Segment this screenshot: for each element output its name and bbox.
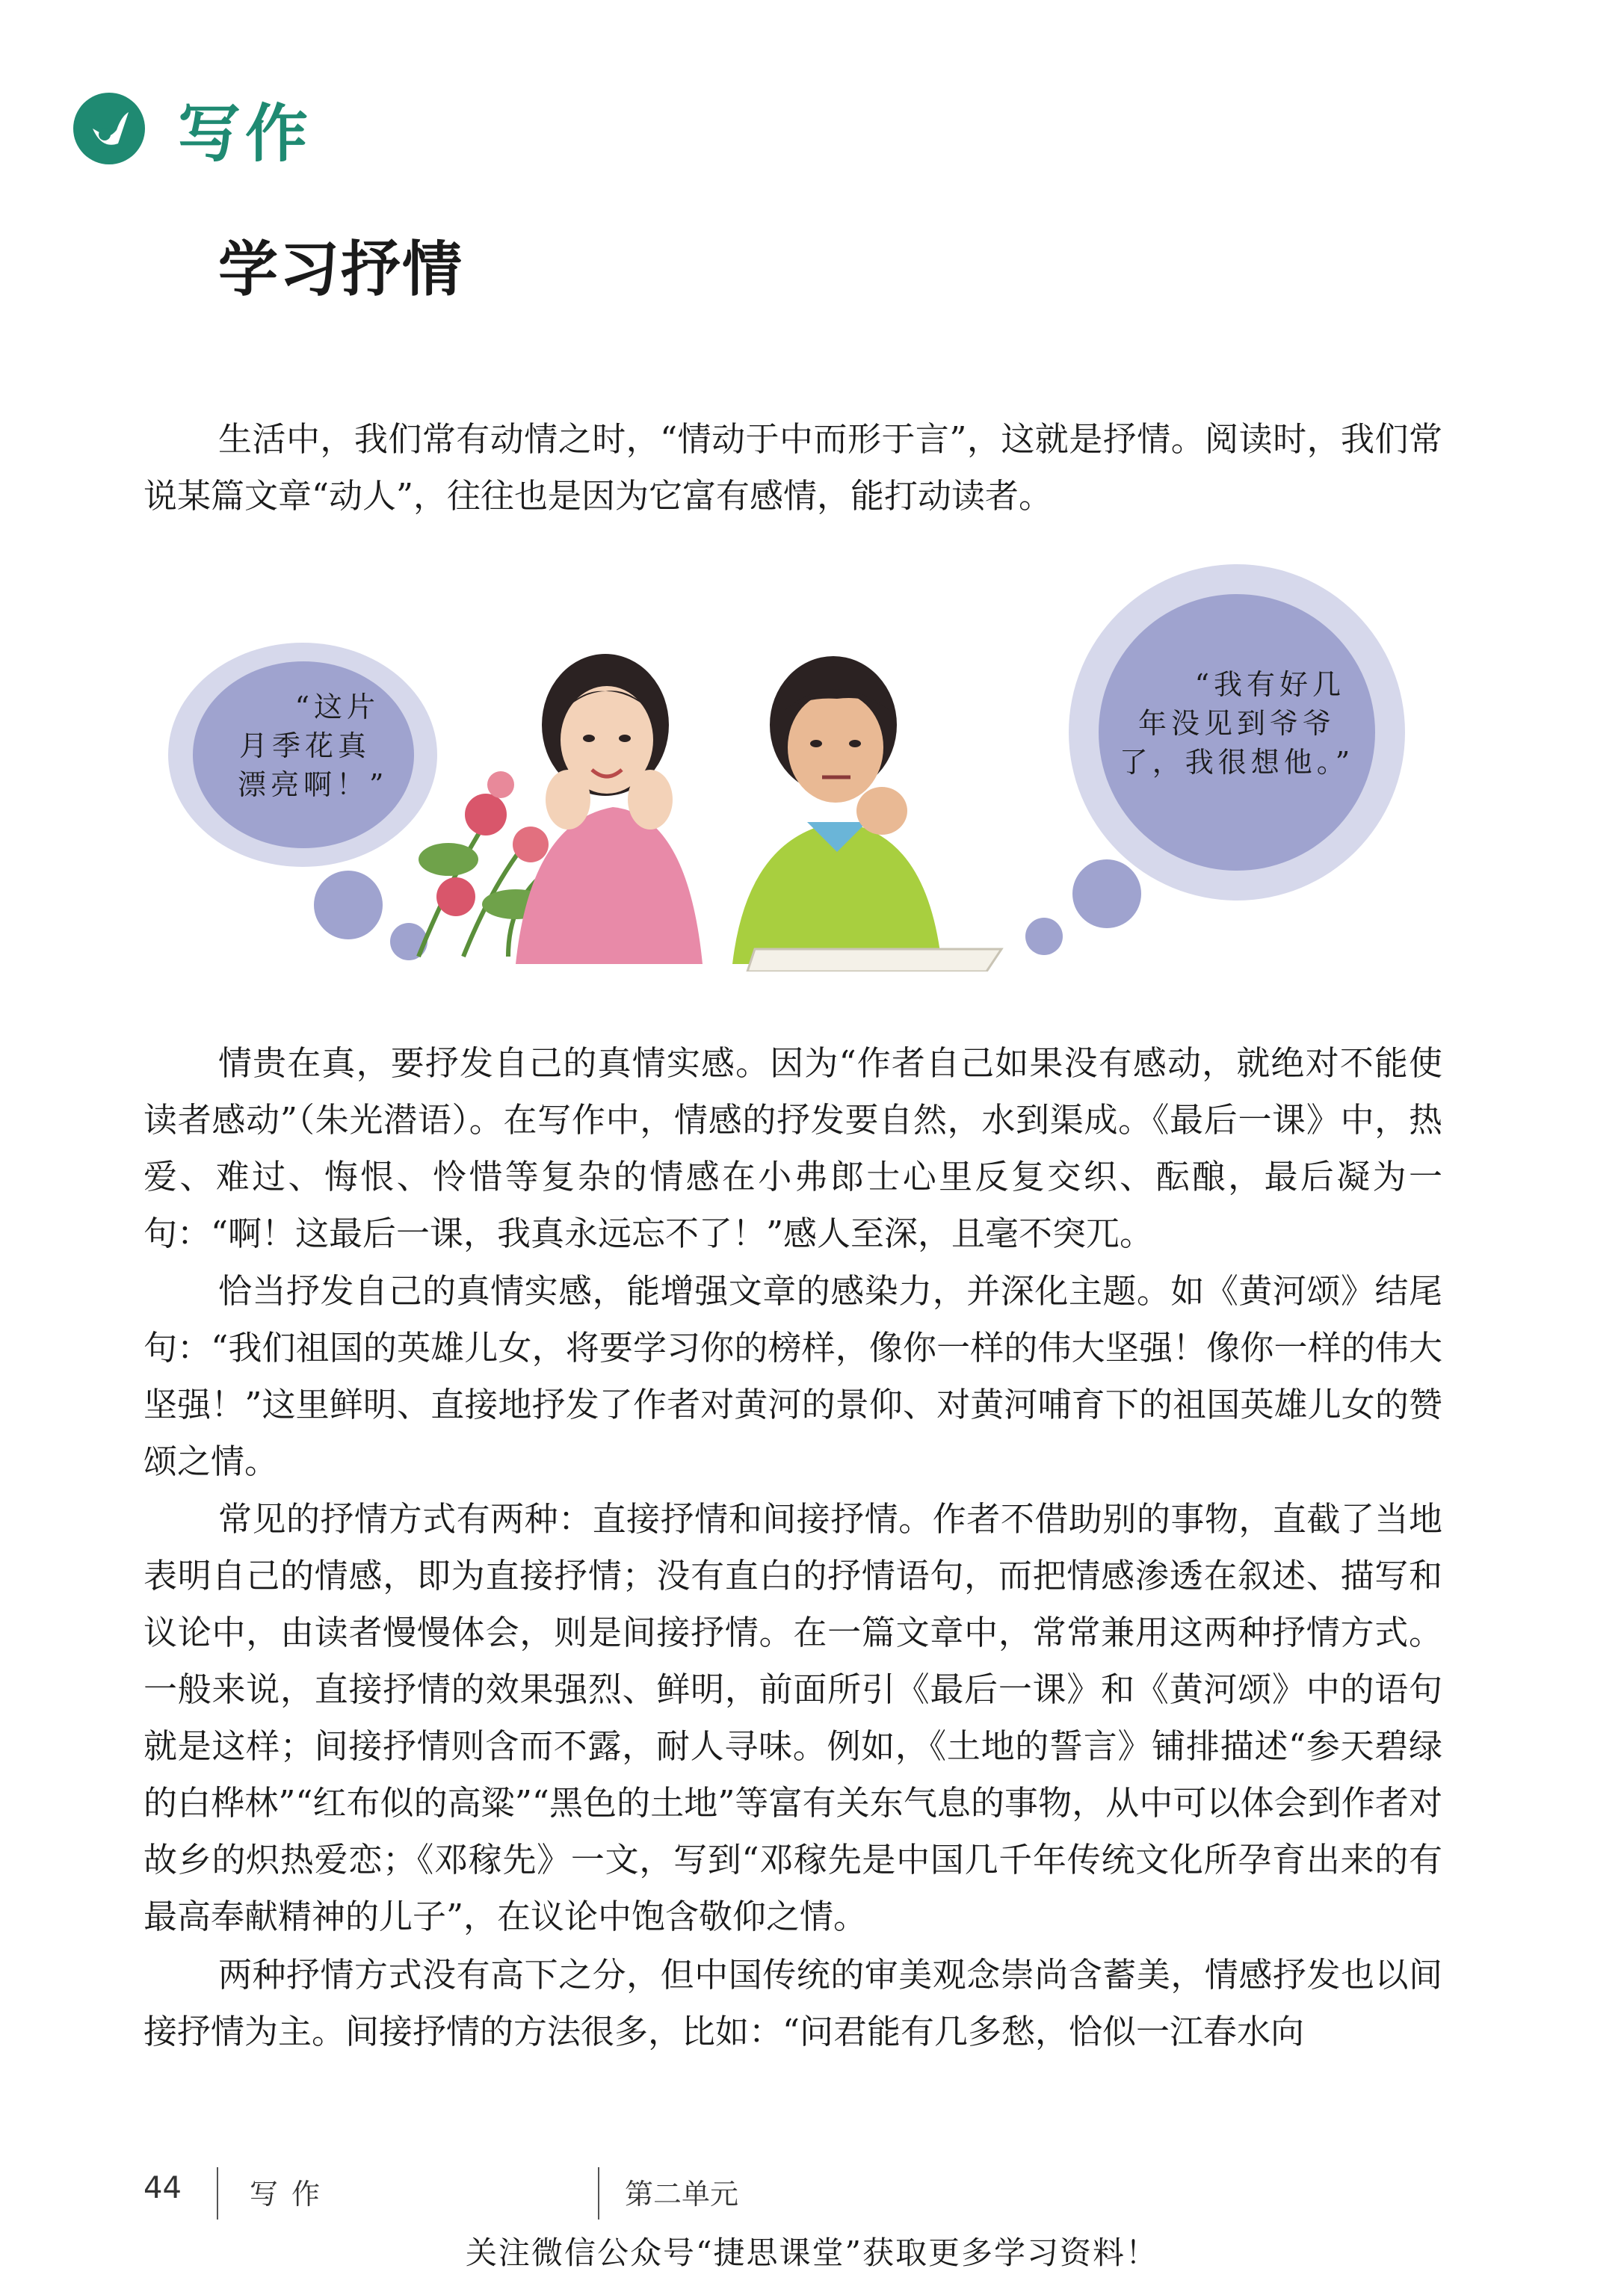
footer-unit: 第二单元 (625, 2178, 739, 2211)
left-bubble-line: “这片 (294, 691, 380, 723)
body-paragraph: 情贵在真，要抒发自己的真情实感。因为“作者自己如果没有感动，就绝对不能使读者感动”（朱光潜语）。在写作中，情感的抒发要自然，水到渠成。《最后一课》中，热爱、难过、悔恨、怜惜等复杂的情感在小弗郎士心里反复交织、酝酿，最后凝为一句：“啊！这最后一课，我真永远忘不了！”感人至深，且毫不突兀。 (143, 1043, 1442, 1253)
body-paragraph: 常见的抒情方式有两种：直接抒情和间接抒情。作者不借助别的事物，直截了当地表明自己的情感，即为直接抒情；没有直白的抒情语句，而把情感渗透在叙述、描写和议论中，由读者慢慢体会，则是间接抒情。在一篇文章中，常常兼用这两种抒情方式。一般来说，直接抒情的效果强烈、鲜明，前面所引《最后一课》和《黄河颂》中的语句就是这样；间接抒情则含而不露，耐人寻味。例如，《土地的誓言》铺排描述“参天碧绿的白桦林”“红布似的高粱”“黑色的土地”等富有关东气息的事物，从中可以体会到作者对故乡的炽热爱恋；《邓稼先》一文，写到“邓稼先是中国几千年传统文化所孕育出来的有最高奉献精神的儿子”，在议论中饱含敬仰之情。 (143, 1499, 1442, 1936)
left-thought-dot (314, 871, 383, 939)
body-paragraph: 两种抒情方式没有高下之分，但中国传统的审美观念崇尚含蓄美，情感抒发也以间接抒情为主。间接抒情的方法很多，比如：“问君能有几多愁，恰似一江春水向 (143, 1955, 1442, 2051)
right-bubble-line: 了，我很想他。” (1119, 746, 1355, 779)
page-title: 学习抒情 (218, 235, 463, 304)
right-bubble-line: 年没见到爷爷 (1137, 707, 1336, 740)
page-number: 44 (143, 2171, 182, 2205)
left-bubble-line: 漂亮啊！” (238, 768, 389, 801)
children-illustration (404, 598, 1031, 972)
section-header (72, 84, 312, 173)
right-bubble-line: “我有好几 (1194, 668, 1345, 701)
pen-circle-logo-icon (72, 91, 146, 166)
footer-divider (217, 2167, 218, 2220)
intro-paragraph: 生活中，我们常有动情之时，“情动于中而形于言”，这就是抒情。阅读时，我们常说某篇文章“动人”，往往也是因为它富有感情，能打动读者。 (143, 419, 1442, 516)
footer-divider (598, 2167, 599, 2220)
boy-figure (732, 656, 1001, 972)
right-thought-dot (1072, 859, 1141, 928)
body-paragraph: 恰当抒发自己的真情实感，能增强文章的感染力，并深化主题。如《黄河颂》结尾句：“我们祖国的英雄儿女，将要学习你的榜样，像你一样的伟大坚强！像你一样的伟大坚强！”这里鲜明、直接地抒发了作者对黄河的景仰、对黄河哺育下的祖国英雄儿女的赞颂之情。 (143, 1271, 1442, 1481)
left-bubble-text (200, 688, 410, 804)
section-label: 写作 (178, 96, 313, 170)
footer-note: 关注微信公众号“捷思课堂”获取更多学习资料！ (466, 2234, 1158, 2271)
left-bubble-line: 月季花真 (238, 729, 371, 762)
right-bubble-text (1106, 665, 1368, 782)
girl-figure (516, 654, 703, 964)
footer-section: 写作 (250, 2178, 334, 2211)
